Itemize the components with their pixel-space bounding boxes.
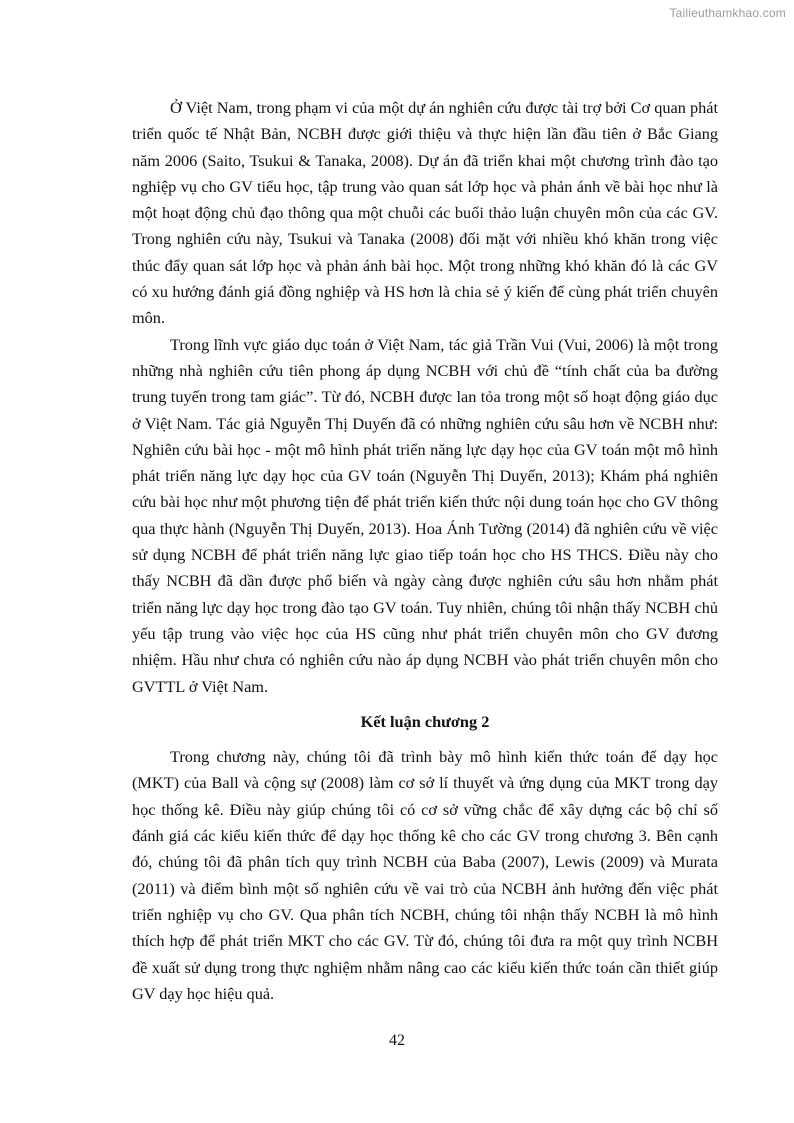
paragraph-vietnam-lesson-study-origin: Ở Việt Nam, trong phạm vi của một dự án nghiên cứu được tài trợ bởi Cơ quan phát triển quốc tế Nhật Bản, NCBH được giới thiệu và thực hiện lần đầu tiên ở Bắc Giang năm 2006 (Saito, Tsukui & Tanaka, 2008). Dự án đã triển khai một chương trình đào tạo nghiệp vụ cho GV tiểu học, tập trung vào quan sát lớp học và phản ánh về bài học như là một hoạt động chủ đạo thông qua một chuỗi các buổi thảo luận chuyên môn của các GV. Trong nghiên cứu này, Tsukui và Tanaka (2008) đối mặt với nhiều khó khăn trong việc thúc đẩy quan sát lớp học và phản ánh bài học. Một trong những khó khăn đó là các GV có xu hướng đánh giá đồng nghiệp và HS hơn là chia sẻ ý kiến để cùng phát triển chuyên môn. bbox=[132, 98, 718, 328]
chapter-conclusion-heading: Kết luận chương 2 bbox=[360, 711, 490, 731]
document-body bbox=[132, 95, 718, 1007]
watermark: Tailieuthamkhao.com bbox=[669, 6, 786, 20]
paragraph-math-education-research: Trong lĩnh vực giáo dục toán ở Việt Nam, tác giả Trần Vui (Vui, 2006) là một trong những nhà nghiên cứu tiên phong áp dụng NCBH với chủ đề “tính chất của ba đường trung tuyến trong tam giác”. Từ đó, NCBH được lan tỏa trong một số hoạt động giáo dục ở Việt Nam. Tác giả Nguyễn Thị Duyến đã có những nghiên cứu sâu hơn về NCBH như: Nghiên cứu bài học - một mô hình phát triển năng lực dạy học của GV toán một mô hình phát triển năng lực dạy học của GV toán (Nguyễn Thị Duyến, 2013); Khám phá nghiên cứu bài học như một phương tiện để phát triển kiến thức nội dung toán học cho GV thông qua thực hành (Nguyễn Thị Duyến, 2013). Hoa Ánh Tường (2014) đã nghiên cứu về việc sử dụng NCBH để phát triển năng lực giao tiếp toán học cho HS THCS. Điều này cho thấy NCBH đã dần được phổ biến và ngày càng được nghiên cứu sâu hơn nhằm phát triển năng lực dạy học trong đào tạo GV toán. Tuy nhiên, chúng tôi nhận thấy NCBH chủ yếu tập trung vào việc học của HS cũng như phát triển chuyên môn cho GV đương nhiệm. Hầu như chưa có nghiên cứu nào áp dụng NCBH vào phát triển chuyên môn cho GVTTL ở Việt Nam. bbox=[132, 334, 718, 696]
page-number: 42 bbox=[389, 1032, 405, 1049]
paragraph-chapter-summary: Trong chương này, chúng tôi đã trình bày mô hình kiến thức toán để dạy học (MKT) của Ball và cộng sự (2008) làm cơ sở lí thuyết và ứng dụng của MKT trong dạy học thống kê. Điều này giúp chúng tôi có cơ sở vững chắc để xây dựng các bộ chỉ số đánh giá các kiểu kiến thức để dạy học thống kê cho các GV trong chương 3. Bên cạnh đó, chúng tôi đã phân tích quy trình NCBH của Baba (2007), Lewis (2009) và Murata (2011) và điểm bình một số nghiên cứu về vai trò của NCBH ảnh hưởng đến việc phát triển nghiệp vụ cho GV. Qua phân tích NCBH, chúng tôi nhận thấy NCBH là mô hình thích hợp để phát triển MKT cho các GV. Từ đó, chúng tôi đưa ra một quy trình NCBH đề xuất sử dụng trong thực nghiệm nhằm nâng cao các kiểu kiến thức toán cần thiết giúp GV dạy học hiệu quả. bbox=[132, 747, 718, 1003]
